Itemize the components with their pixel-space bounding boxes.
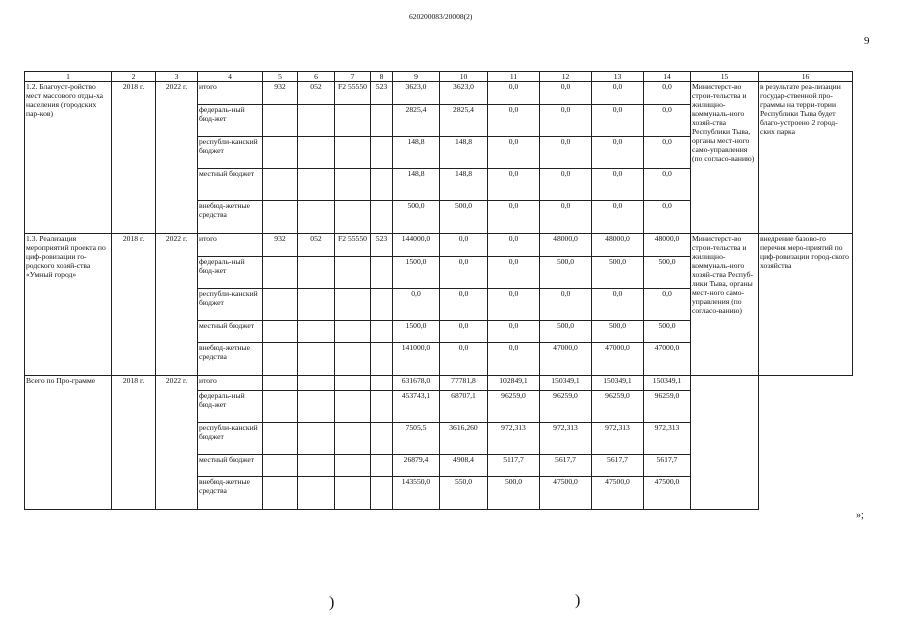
amount-cell: 0,0 [592, 82, 644, 105]
code-cell [335, 376, 371, 391]
amount-cell: 150349,1 [644, 376, 691, 391]
empty-code-cell [263, 289, 298, 321]
amount-cell: 5617,7 [540, 455, 592, 477]
amount-cell: 500,0 [644, 321, 691, 343]
empty-code-cell [263, 105, 298, 137]
empty-code-cell [371, 257, 393, 289]
program-table [24, 71, 853, 510]
empty-code-cell [263, 477, 298, 510]
funding-source-cell: федераль-ный бюд-жет [198, 257, 263, 289]
code-cell [371, 376, 393, 391]
empty-code-cell [263, 137, 298, 169]
empty-code-cell [335, 137, 371, 169]
end-year-cell: 2022 г. [156, 376, 198, 510]
empty-code-cell [263, 423, 298, 455]
column-header-12: 12 [540, 72, 592, 82]
empty-code-cell [298, 321, 335, 343]
column-header-15: 15 [691, 72, 759, 82]
empty-code-cell [371, 477, 393, 510]
amount-cell: 7505,5 [393, 423, 440, 455]
empty-code-cell [298, 477, 335, 510]
table-row [25, 376, 853, 391]
amount-cell: 2825,4 [393, 105, 440, 137]
start-year-cell: 2018 г. [112, 234, 156, 376]
amount-cell: 148,8 [440, 137, 488, 169]
funding-source-cell: республи-канский бюджет [198, 289, 263, 321]
closing-quote-mark: »; [856, 510, 864, 521]
amount-cell: 0,0 [488, 201, 540, 234]
end-year-cell: 2022 г. [156, 82, 198, 234]
amount-cell: 4908,4 [440, 455, 488, 477]
funding-source-cell: республи-канский бюджет [198, 137, 263, 169]
amount-cell: 0,0 [440, 321, 488, 343]
amount-cell: 0,0 [592, 169, 644, 201]
empty-code-cell [335, 477, 371, 510]
empty-code-cell [371, 105, 393, 137]
amount-cell: 0,0 [440, 234, 488, 257]
amount-cell: 0,0 [488, 234, 540, 257]
amount-cell: 500,0 [644, 257, 691, 289]
amount-cell: 0,0 [592, 289, 644, 321]
amount-cell: 0,0 [488, 321, 540, 343]
amount-cell: 453743,1 [393, 391, 440, 423]
amount-cell: 0,0 [488, 105, 540, 137]
amount-cell: 0,0 [488, 137, 540, 169]
amount-cell: 0,0 [540, 82, 592, 105]
column-header-2: 2 [112, 72, 156, 82]
empty-code-cell [263, 455, 298, 477]
table-row [25, 234, 853, 257]
column-header-4: 4 [198, 72, 263, 82]
page-number: 9 [864, 35, 870, 47]
empty-code-cell [371, 321, 393, 343]
column-header-7: 7 [335, 72, 371, 82]
amount-cell: 26879,4 [393, 455, 440, 477]
empty-code-cell [335, 455, 371, 477]
amount-cell: 144000,0 [393, 234, 440, 257]
amount-cell: 0,0 [540, 289, 592, 321]
amount-cell: 0,0 [644, 105, 691, 137]
amount-cell: 96259,0 [592, 391, 644, 423]
header-row [25, 72, 853, 82]
column-header-14: 14 [644, 72, 691, 82]
empty-code-cell [371, 137, 393, 169]
empty-code-cell [298, 257, 335, 289]
funding-source-cell: итого [198, 376, 263, 391]
code-cell: 523 [371, 82, 393, 105]
amount-cell: 47000,0 [644, 343, 691, 376]
amount-cell: 47500,0 [644, 477, 691, 510]
empty-code-cell [298, 105, 335, 137]
amount-cell: 3623,0 [440, 82, 488, 105]
funding-source-cell: федераль-ный бюд-жет [198, 391, 263, 423]
document-id: 620200083/20008(2) [409, 12, 473, 21]
column-header-10: 10 [440, 72, 488, 82]
amount-cell: 141000,0 [393, 343, 440, 376]
empty-code-cell [263, 391, 298, 423]
empty-code-cell [371, 455, 393, 477]
empty-code-cell [335, 201, 371, 234]
amount-cell: 972,313 [488, 423, 540, 455]
amount-cell: 48000,0 [592, 234, 644, 257]
empty-code-cell [335, 423, 371, 455]
end-year-cell: 2022 г. [156, 234, 198, 376]
funding-source-cell: внебюд-жетные средства [198, 477, 263, 510]
amount-cell: 0,0 [488, 343, 540, 376]
code-cell: 052 [298, 82, 335, 105]
amount-cell: 0,0 [644, 82, 691, 105]
amount-cell: 47000,0 [592, 343, 644, 376]
amount-cell: 0,0 [540, 137, 592, 169]
amount-cell: 47500,0 [540, 477, 592, 510]
empty-code-cell [263, 343, 298, 376]
empty-code-cell [298, 455, 335, 477]
empty-code-cell [371, 343, 393, 376]
measure-name-cell: 1.2. Благоуст-ройство мест массового отды-ха населения (городских пар-ков) [25, 82, 112, 234]
code-cell: 932 [263, 234, 298, 257]
empty-code-cell [298, 137, 335, 169]
start-year-cell: 2018 г. [112, 82, 156, 234]
funding-source-cell: внебюд-жетные средства [198, 201, 263, 234]
empty-code-cell [298, 391, 335, 423]
column-header-16: 16 [759, 72, 853, 82]
amount-cell: 5617,7 [644, 455, 691, 477]
result-cell: внедрение базово-го перечня меро-приятий по циф-ровизации город-ского хозяйства [759, 234, 853, 376]
empty-code-cell [298, 289, 335, 321]
column-header-6: 6 [298, 72, 335, 82]
amount-cell: 96259,0 [644, 391, 691, 423]
funding-source-cell: местный бюджет [198, 455, 263, 477]
amount-cell: 1500,0 [393, 257, 440, 289]
executor-cell [691, 376, 759, 510]
amount-cell: 0,0 [540, 169, 592, 201]
amount-cell: 96259,0 [488, 391, 540, 423]
handwritten-mark: ) [329, 594, 335, 611]
amount-cell: 148,8 [440, 169, 488, 201]
code-cell: F2 55550 [335, 82, 371, 105]
amount-cell: 3623,0 [393, 82, 440, 105]
empty-code-cell [263, 321, 298, 343]
empty-code-cell [335, 321, 371, 343]
amount-cell: 0,0 [592, 201, 644, 234]
empty-code-cell [371, 169, 393, 201]
amount-cell: 47500,0 [592, 477, 644, 510]
executor-cell: Министерст-во строи-тельства и жилищно-коммуналь-ного хозяй-ства Республики Тыва, органы мест-ного само-управления (по согласо-ванию) [691, 82, 759, 234]
amount-cell: 96259,0 [540, 391, 592, 423]
empty-code-cell [335, 257, 371, 289]
empty-code-cell [335, 391, 371, 423]
amount-cell: 0,0 [488, 169, 540, 201]
amount-cell: 0,0 [440, 289, 488, 321]
code-cell [263, 376, 298, 391]
amount-cell: 0,0 [644, 169, 691, 201]
funding-source-cell: местный бюджет [198, 321, 263, 343]
amount-cell: 5617,7 [592, 455, 644, 477]
funding-source-cell: итого [198, 234, 263, 257]
amount-cell: 0,0 [440, 257, 488, 289]
code-cell [298, 376, 335, 391]
result-cell [759, 376, 853, 510]
table-row [25, 82, 853, 105]
empty-code-cell [298, 343, 335, 376]
amount-cell: 2825,4 [440, 105, 488, 137]
amount-cell: 631678,0 [393, 376, 440, 391]
executor-cell: Министерст-во строи-тельства и жилищно-коммуналь-ного хозяй-ства Респуб-лики Тыва, органы мест-ного само-управления (по согласо-ванию) [691, 234, 759, 376]
amount-cell: 500,0 [540, 257, 592, 289]
column-header-8: 8 [371, 72, 393, 82]
amount-cell: 500,0 [440, 201, 488, 234]
amount-cell: 0,0 [592, 137, 644, 169]
funding-source-cell: местный бюджет [198, 169, 263, 201]
amount-cell: 1500,0 [393, 321, 440, 343]
code-cell: 932 [263, 82, 298, 105]
amount-cell: 0,0 [644, 201, 691, 234]
amount-cell: 0,0 [644, 289, 691, 321]
empty-code-cell [335, 343, 371, 376]
code-cell: 523 [371, 234, 393, 257]
amount-cell: 0,0 [540, 201, 592, 234]
empty-code-cell [298, 423, 335, 455]
amount-cell: 500,0 [488, 477, 540, 510]
column-header-5: 5 [263, 72, 298, 82]
amount-cell: 0,0 [644, 137, 691, 169]
amount-cell: 550,0 [440, 477, 488, 510]
amount-cell: 972,313 [540, 423, 592, 455]
amount-cell: 148,8 [393, 137, 440, 169]
empty-code-cell [335, 105, 371, 137]
amount-cell: 77781,8 [440, 376, 488, 391]
code-cell: 052 [298, 234, 335, 257]
empty-code-cell [371, 423, 393, 455]
empty-code-cell [263, 169, 298, 201]
start-year-cell: 2018 г. [112, 376, 156, 510]
measure-name-cell: 1.3. Реализация мероприятий проекта по циф-ровизации го-родского хозяй-ства «Умный город» [25, 234, 112, 376]
amount-cell: 500,0 [592, 321, 644, 343]
amount-cell: 972,313 [644, 423, 691, 455]
amount-cell: 48000,0 [540, 234, 592, 257]
amount-cell: 0,0 [393, 289, 440, 321]
empty-code-cell [263, 201, 298, 234]
amount-cell: 68707,1 [440, 391, 488, 423]
handwritten-mark: ) [575, 592, 581, 609]
amount-cell: 500,0 [393, 201, 440, 234]
amount-cell: 148,8 [393, 169, 440, 201]
amount-cell: 47000,0 [540, 343, 592, 376]
funding-source-cell: федераль-ный бюд-жет [198, 105, 263, 137]
amount-cell: 0,0 [488, 257, 540, 289]
amount-cell: 500,0 [540, 321, 592, 343]
empty-code-cell [298, 169, 335, 201]
amount-cell: 0,0 [592, 105, 644, 137]
amount-cell: 102849,1 [488, 376, 540, 391]
column-header-13: 13 [592, 72, 644, 82]
result-cell: в результате реа-лизации государ-ственной про-граммы на терри-тории Республики Тыва будет благо-устроено 2 город-ских парка [759, 82, 853, 234]
empty-code-cell [335, 169, 371, 201]
amount-cell: 0,0 [488, 82, 540, 105]
column-header-3: 3 [156, 72, 198, 82]
amount-cell: 0,0 [440, 343, 488, 376]
empty-code-cell [371, 391, 393, 423]
funding-source-cell: внебюд-жетные средства [198, 343, 263, 376]
empty-code-cell [335, 289, 371, 321]
funding-source-cell: республи-канский бюджет [198, 423, 263, 455]
column-header-1: 1 [25, 72, 112, 82]
empty-code-cell [263, 257, 298, 289]
measure-name-cell: Всего по Про-грамме [25, 376, 112, 510]
amount-cell: 150349,1 [592, 376, 644, 391]
amount-cell: 0,0 [540, 105, 592, 137]
amount-cell: 3616,260 [440, 423, 488, 455]
empty-code-cell [371, 201, 393, 234]
column-header-9: 9 [393, 72, 440, 82]
amount-cell: 972,313 [592, 423, 644, 455]
amount-cell: 5117,7 [488, 455, 540, 477]
funding-source-cell: итого [198, 82, 263, 105]
code-cell: F2 55550 [335, 234, 371, 257]
amount-cell: 143550,0 [393, 477, 440, 510]
empty-code-cell [371, 289, 393, 321]
amount-cell: 500,0 [592, 257, 644, 289]
amount-cell: 0,0 [488, 289, 540, 321]
column-header-11: 11 [488, 72, 540, 82]
empty-code-cell [298, 201, 335, 234]
amount-cell: 48000,0 [644, 234, 691, 257]
amount-cell: 150349,1 [540, 376, 592, 391]
